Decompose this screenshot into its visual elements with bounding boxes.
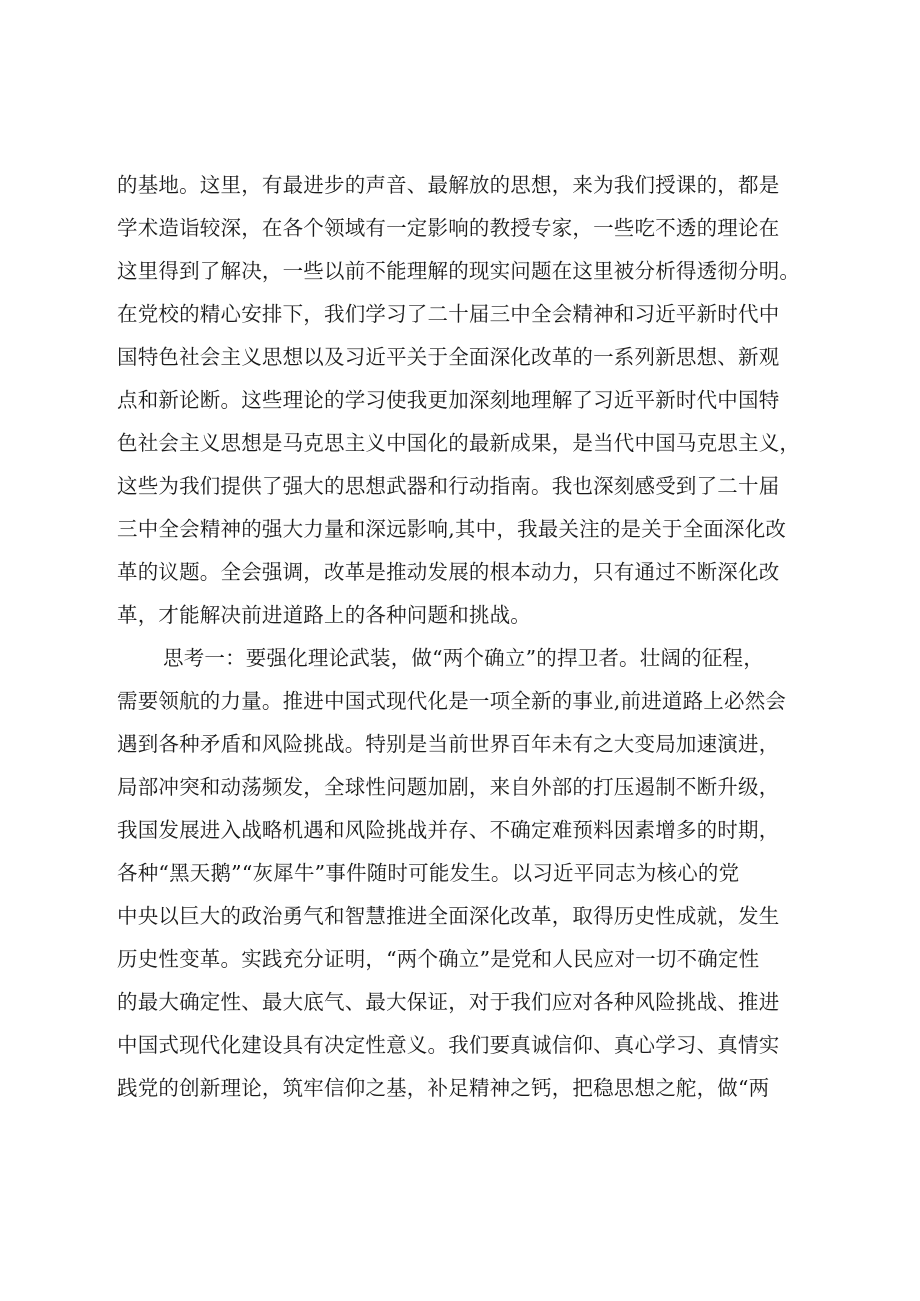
text-line: 历史性变革。实践充分证明，“两个确立”是党和人民应对一切不确定性 — [117, 947, 760, 971]
text-line: 在党校的精心安排下，我们学习了二十届三中全会精神和习近平新时代中 — [117, 302, 780, 326]
text-line: 遇到各种矛盾和风险挑战。特别是当前世界百年未有之大变局加速演进， — [117, 732, 780, 756]
text-line: 这些为我们提供了强大的思想武器和行动指南。我也深刻感受到了二十届 — [117, 474, 780, 498]
text-line: 需要领航的力量。推进中国式现代化是一项全新的事业,前进道路上必然会 — [117, 689, 787, 713]
text-line: 革，才能解决前进道路上的各种问题和挑战。 — [117, 603, 531, 627]
text-line: 国特色社会主义思想以及习近平关于全面深化改革的一系列新思想、新观 — [117, 345, 780, 369]
text-line: 点和新论断。这些理论的学习使我更加深刻地理解了习近平新时代中国特 — [117, 388, 780, 412]
text-line: 革的议题。全会强调，改革是推动发展的根本动力，只有通过不断深化改 — [117, 560, 780, 584]
text-line: 局部冲突和动荡频发，全球性问题加剧，来自外部的打压遏制不断升级， — [117, 775, 780, 799]
text-line: 各种“黑天鹅”“灰犀牛”事件随时可能发生。以习近平同志为核心的党 — [117, 861, 740, 885]
text-line: 我国发展进入战略机遇和风险挑战并存、不确定难预料因素增多的时期， — [117, 818, 780, 842]
text-line: 践党的创新理论，筑牢信仰之基，补足精神之钙，把稳思想之舵，做“两 — [117, 1076, 770, 1100]
text-line: 中国式现代化建设具有决定性意义。我们要真诚信仰、真心学习、真情实 — [117, 1033, 780, 1057]
text-line: 色社会主义思想是马克思主义中国化的最新成果，是当代中国马克思主义， — [117, 431, 801, 455]
text-line: 这里得到了解决，一些以前不能理解的现实问题在这里被分析得透彻分明。 — [117, 259, 801, 283]
text-line: 的最大确定性、最大底气、最大保证，对于我们应对各种风险挑战、推进 — [117, 990, 780, 1014]
text-line: 三中全会精神的强大力量和深远影响,其中，我最关注的是关于全面深化改 — [117, 517, 787, 541]
paragraph-first-line: 思考一：要强化理论武装，做“两个确立”的捍卫者。壮阔的征程， — [163, 646, 764, 670]
text-line: 中央以巨大的政治勇气和智慧推进全面深化改革，取得历史性成就，发生 — [117, 904, 780, 928]
text-line: 的基地。这里，有最进步的声音、最解放的思想，来为我们授课的，都是 — [117, 173, 780, 197]
text-line: 学术造诣较深，在各个领域有一定影响的教授专家，一些吃不透的理论在 — [117, 216, 780, 240]
